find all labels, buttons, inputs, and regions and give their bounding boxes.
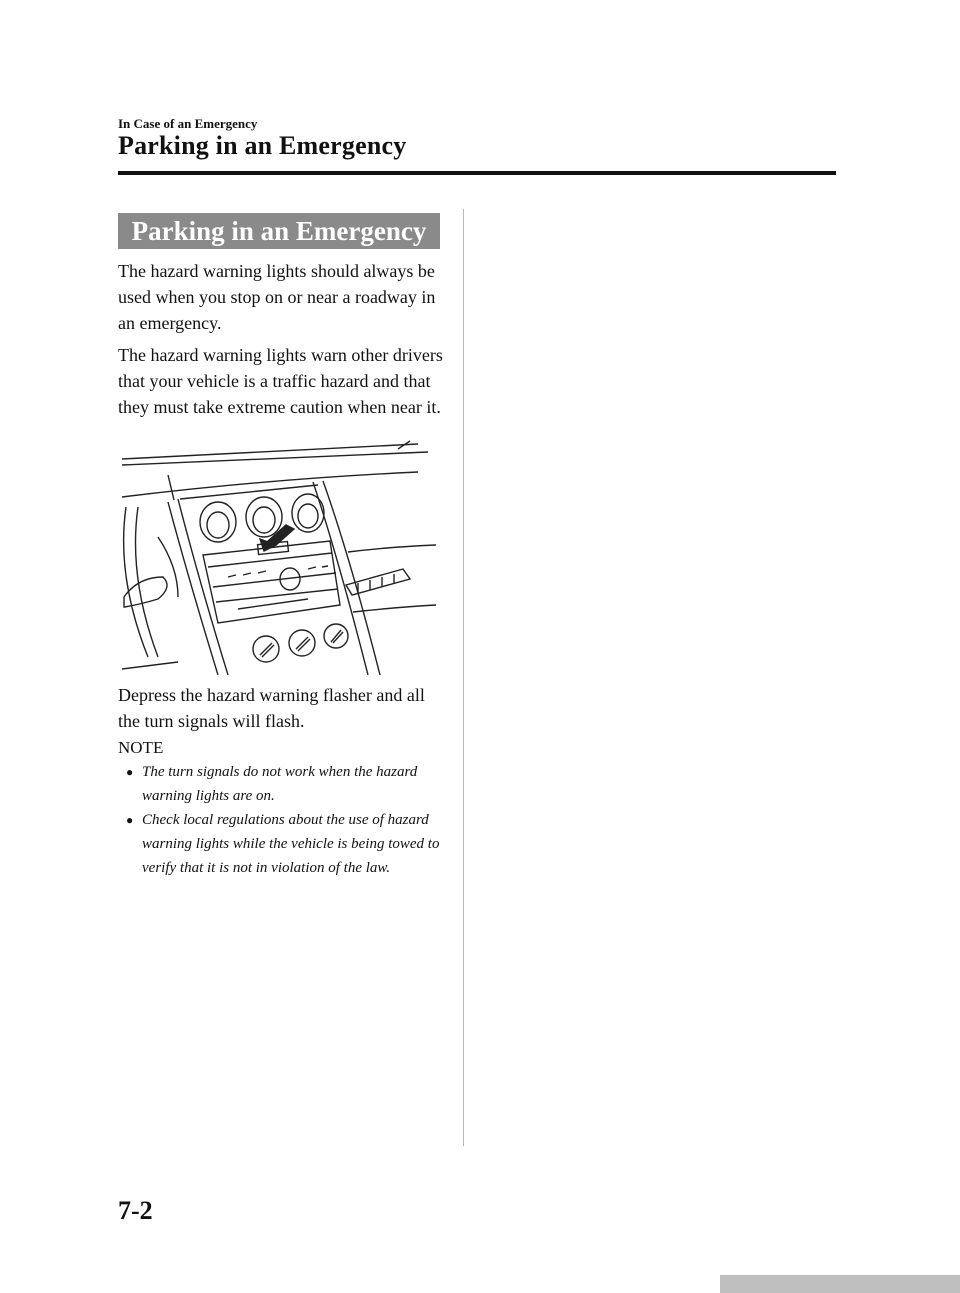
note-item-text: The turn signals do not work when the hazard warning lights are on. [142, 764, 418, 804]
paragraph-hazard-warning: The hazard warning lights warn other drivers that your vehicle is a traffic hazard and that they must take extreme caution when near it. [118, 345, 443, 417]
note-heading: NOTE [118, 738, 164, 757]
title-banner: Parking in an Emergency [118, 213, 440, 249]
paragraph-hazard-usage: The hazard warning lights should always be used when you stop on or near a roadway in an emergency. [118, 261, 436, 333]
paragraph-hazard-flasher: Depress the hazard warning flasher and all the turn signals will flash. [118, 685, 425, 731]
note-item [118, 760, 448, 808]
header-title: Parking in an Emergency [118, 131, 407, 160]
watermark-logo [720, 1275, 960, 1293]
note-list [118, 760, 448, 880]
bullet-icon: ● [126, 813, 134, 827]
note-item-text: Check local regulations about the use of hazard warning lights while the vehicle is being towed to verify that it is not in violation of the law. [142, 812, 440, 876]
dashboard-hazard-illustration [118, 437, 440, 675]
header-rule [118, 171, 836, 175]
page-number: 7-2 [118, 1196, 153, 1225]
column-divider [463, 209, 464, 1146]
note-item [118, 808, 448, 880]
section-label: In Case of an Emergency [118, 116, 258, 131]
bullet-icon: ● [126, 765, 134, 779]
